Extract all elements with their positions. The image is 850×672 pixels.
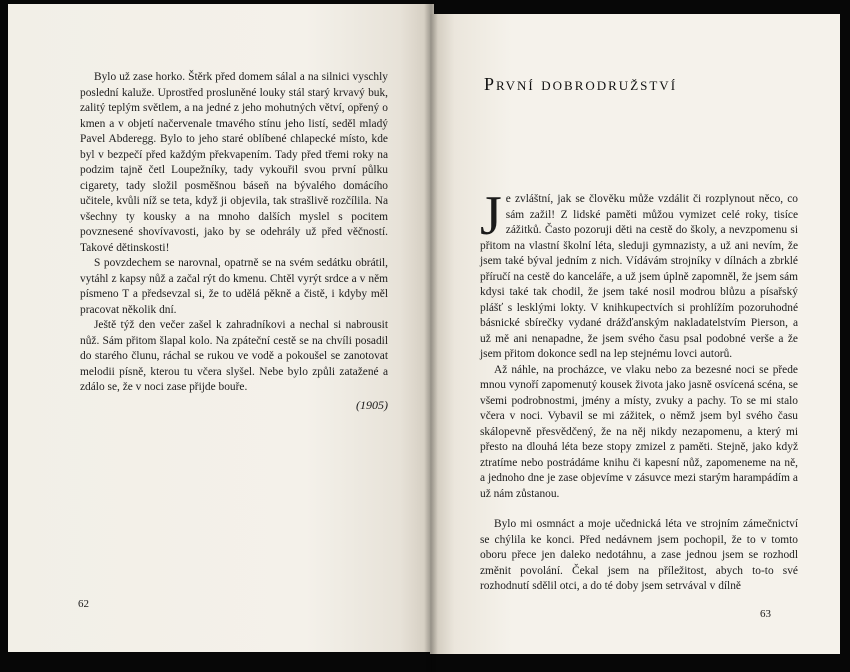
left-page xyxy=(8,4,434,652)
paragraph: Ještě týž den večer zašel k zahradníkovi a nechal si nabrousit nůž. Sám přitom šlapal kolo. Na zpáteční cestě se na chvíli posadil do starého člunu, ráchal se rukou ve vodě a pokoušel se zanotovat melodii písně, kterou tu včera slyšel. Nebe bylo způli zatažené a zdálo se, že v noci zase přijde bouře. xyxy=(80,319,388,393)
left-page-body xyxy=(80,70,388,413)
right-page-body xyxy=(480,185,798,595)
chapter-title: První dobrodružství xyxy=(484,74,678,94)
year-note: (1905) xyxy=(356,397,388,412)
paragraph: Bylo už zase horko. Štěrk před domem sálal a na silnici vyschly poslední kaluže. Uprostřed prosluněné louky stál starý krvavý buk, zalitý teplým světlem, a na jedné z jeho mohutných větví, opřený o kmen a v objetí načervenale tmavého stínu jeho listí, seděl mladý Pavel Abderegg. Bylo to jeho staré oblíbené chlapecké místo, kde byl v bezpečí před každým překvapením. Tady před třemi roky na podzim tajně četl Loupežníky, tady vykouřil svou první půlku cigarety, tady složil posměšnou báseň na bývalého domácího učitele, kvůli níž se teta, když ji objevila, tak strašlivě rozčílila. Na všechny ty kousky a na mnoho dalších myslel s pocitem povznesené shovívavosti, jako by se odehrály už před věčností. Takové dětinskosti! xyxy=(80,71,388,254)
book-gutter xyxy=(424,0,438,672)
paragraph: Bylo mi osmnáct a moje učednická léta ve strojním zámečnictví se chýlila ke konci. Před nedávnem jsem pochopil, že to v tomto oboru přece jen daleko nedotáhnu, a zase jednou jsem se rozhodl změnit povolání. Čekal jsem na příležitost, abych to-to své rozhodnutí sdělil otci, a do té doby jsem setrvával v dílně xyxy=(480,518,798,592)
right-page xyxy=(430,14,840,654)
drop-cap: J xyxy=(480,185,502,247)
paragraph: Až náhle, na procházce, ve vlaku nebo za bezesné noci se přede mnou vynoří zapomenutý kousek života jako jasně osvícená scéna, se všemi podrobnostmi, jmény a místy, zvuky a pachy. To se mi stalo včera v noci. Vybavil se mi zážitek, o němž jsem byl svého času skálopevně přesvědčený, že na něj nikdy nezapomenu, a který mi přesto na dlouhá léta beze stopy zmizel z paměti. Stejně, jako když ztratíme nebo postrádáme knihu či kapesní nůž, zapomeneme na ně, a jednoho dne je zase objevíme v zásuvce mezi starým harampádím a už nám zůstanou. xyxy=(480,363,798,500)
paragraph: e zvláštní, jak se člověku může vzdálit či rozplynout něco, co sám zažil! Z lidské paměti můžou vymizet celé roky, tisíce zážitků. Často pozoruji děti na cestě do školy, a nevzpomenu si přitom na vlastní školní léta, sleduji gymnazisty, a už ani nevím, že jsem také býval jedním z nich. Vídávám strojníky v dílnách a zbrklé příručí na cestě do kanceláře, a už jsem úplně zapomněl, že jsem sám kdysi také tak chodil, že jsem také nosil modrou blůzu a písařský plášť s lesklými lokty. V knihkupectvích si prohlížím pozoruhodné básnické sbírečky vydané drážďanským nakladatelstvím Pierson, a už mě ani nenapadne, že jsem svého času psal podobné verše a že jsem přitom dokonce sedl na lep stejnému lovci autorů. xyxy=(480,193,798,360)
paragraph: S povzdechem se narovnal, opatrně se na svém sedátku obrátil, vytáhl z kapsy nůž a začal rýt do kmenu. Chtěl vyrýt srdce a v něm písmeno T a předsevzal si, že to udělá pěkně a čistě, i kdyby měl pracovat několik dní. xyxy=(80,257,388,316)
page-number: 63 xyxy=(760,608,771,620)
page-number: 62 xyxy=(78,598,89,610)
